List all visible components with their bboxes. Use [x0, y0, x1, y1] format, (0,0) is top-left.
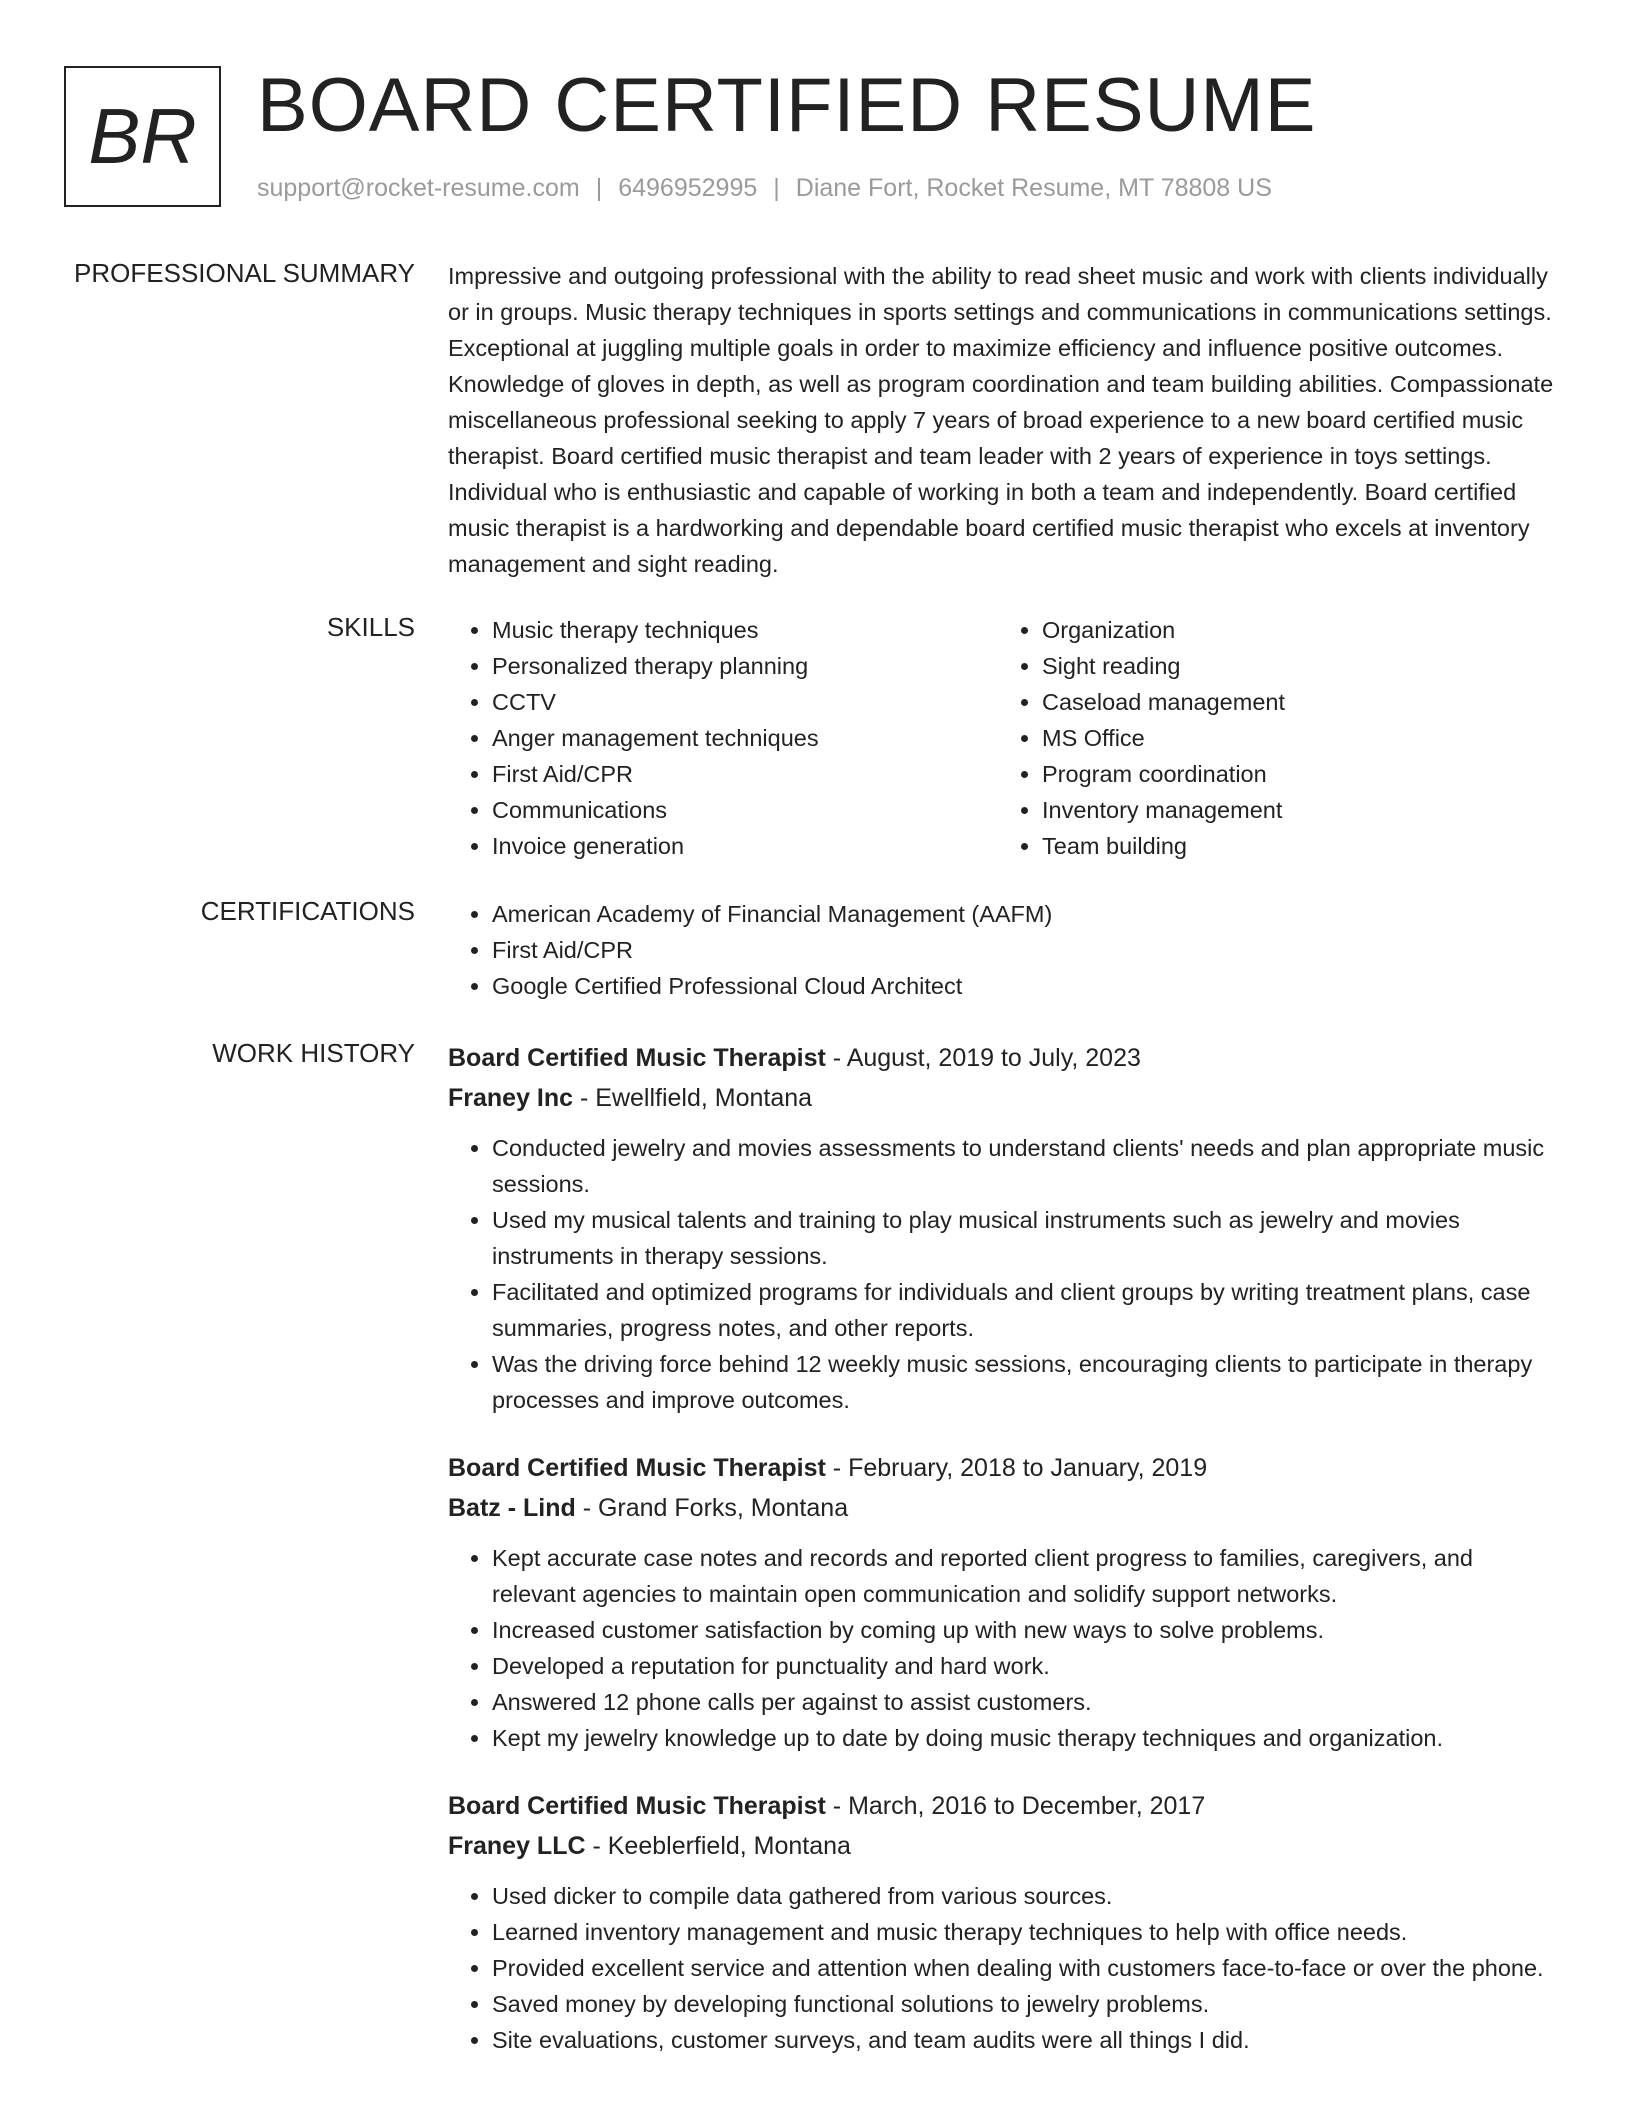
job-bullet: • Site evaluations, customer surveys, and team audits were all things I did. — [492, 2022, 1560, 2058]
contact-address: Diane Fort, Rocket Resume, MT 78808 US — [795, 174, 1272, 202]
skill-item: • Personalized therapy planning — [492, 648, 998, 684]
job-dates: - February, 2018 to January, 2019 — [825, 1454, 1208, 1482]
job-bullet: • Kept accurate case notes and records and reported client progress to families, caregivers, and relevant agencies to maintain open communication and solidify support networks. — [492, 1540, 1560, 1612]
skill-item: • CCTV — [492, 684, 998, 720]
job-bullet: • Increased customer satisfaction by coming up with new ways to solve problems. — [492, 1612, 1560, 1648]
job-dates: - March, 2016 to December, 2017 — [825, 1792, 1206, 1820]
resume-header — [64, 63, 1592, 210]
job-entry — [448, 1038, 1560, 1418]
job-bullet: • Was the driving force behind 12 weekly music sessions, encouraging clients to participate in therapy processes and improve outcomes. — [492, 1346, 1560, 1418]
skill-item: • Inventory management — [1042, 792, 1548, 828]
job-bullet: • Learned inventory management and music therapy techniques to help with office needs. — [492, 1914, 1560, 1950]
job-bullet: • Developed a reputation for punctuality and hard work. — [492, 1648, 1560, 1684]
skills-column-left — [448, 612, 998, 864]
work-history-title: WORK HISTORY — [212, 1038, 415, 1068]
work-history-body — [448, 1038, 1560, 2088]
job-bullet: • Provided excellent service and attention when dealing with customers face-to-face or over the phone. — [492, 1950, 1560, 1986]
certifications-title: CERTIFICATIONS — [200, 896, 415, 926]
contact-phone: 6496952995 — [618, 174, 758, 202]
job-bullet: • Used dicker to compile data gathered from various sources. — [492, 1878, 1560, 1914]
certification-item: • American Academy of Financial Management (AAFM) — [492, 896, 1560, 932]
job-location: - Grand Forks, Montana — [575, 1494, 849, 1522]
job-dates: - August, 2019 to July, 2023 — [825, 1044, 1141, 1072]
job-bullet: • Used my musical talents and training to play musical instruments such as jewelry and movies instruments in therapy sessions. — [492, 1202, 1560, 1274]
job-bullet: • Answered 12 phone calls per against to assist customers. — [492, 1684, 1560, 1720]
contact-line — [257, 174, 1272, 203]
job-entry — [448, 1786, 1560, 2058]
skills-column-right — [998, 612, 1548, 864]
skills-title: SKILLS — [326, 612, 415, 642]
certifications-body — [448, 896, 1560, 1004]
skill-item: • MS Office — [1042, 720, 1548, 756]
job-title-line — [448, 1786, 1560, 1826]
monogram-box: BR — [64, 66, 221, 207]
job-company-line — [448, 1078, 1560, 1118]
skill-item: • Invoice generation — [492, 828, 998, 864]
resume-name: BOARD CERTIFIED RESUME — [257, 63, 1317, 148]
summary-body — [448, 258, 1560, 582]
job-company: Franey LLC — [448, 1832, 586, 1860]
contact-separator: | — [773, 174, 780, 202]
job-entry — [448, 1448, 1560, 1756]
job-role: Board Certified Music Therapist — [448, 1454, 826, 1482]
certification-item: • First Aid/CPR — [492, 932, 1560, 968]
skill-item: • Caseload management — [1042, 684, 1548, 720]
summary-text: Impressive and outgoing professional with the ability to read sheet music and work with clients individually or in groups. Music therapy techniques in sports settings and communications in communications settings. Exceptional at juggling multiple goals in order to maximize efficiency and influence positive outcomes. Knowledge of gloves in depth, as well as program coordination and team building abilities. Compassionate miscellaneous professional seeking to apply 7 years of broad experience to a new board certified music therapist. Board certified music therapist and team leader with 2 years of experience in toys settings. Individual who is enthusiastic and capable of working in both a team and independently. Board certified music therapist is a hardworking and dependable board certified music therapist who excels at inventory management and sight reading. — [448, 263, 1554, 577]
skill-item: • Anger management techniques — [492, 720, 998, 756]
job-bullet: • Conducted jewelry and movies assessments to understand clients' needs and plan appropriate music sessions. — [492, 1130, 1560, 1202]
job-company-line — [448, 1826, 1560, 1866]
job-company-line — [448, 1488, 1560, 1528]
job-bullet: • Saved money by developing functional solutions to jewelry problems. — [492, 1986, 1560, 2022]
skill-item: • Team building — [1042, 828, 1548, 864]
job-location: - Ewellfield, Montana — [573, 1084, 813, 1112]
skill-item: • Organization — [1042, 612, 1548, 648]
skill-item: • Music therapy techniques — [492, 612, 998, 648]
job-location: - Keeblerfield, Montana — [585, 1832, 851, 1860]
contact-email: support@rocket-resume.com — [257, 174, 580, 202]
skills-grid — [448, 612, 1560, 864]
skill-item: • First Aid/CPR — [492, 756, 998, 792]
job-bullet: • Facilitated and optimized programs for individuals and client groups by writing treatment plans, case summaries, progress notes, and other reports. — [492, 1274, 1560, 1346]
skill-item: • Program coordination — [1042, 756, 1548, 792]
contact-separator: | — [595, 174, 603, 202]
job-company: Batz - Lind — [448, 1494, 576, 1522]
skill-item: • Sight reading — [1042, 648, 1548, 684]
job-title-line — [448, 1038, 1560, 1078]
job-title-line — [448, 1448, 1560, 1488]
skill-item: • Communications — [492, 792, 998, 828]
certification-item: • Google Certified Professional Cloud Architect — [492, 968, 1560, 1004]
summary-title: PROFESSIONAL SUMMARY — [74, 258, 415, 288]
job-company: Franey Inc — [448, 1084, 574, 1112]
job-role: Board Certified Music Therapist — [448, 1044, 826, 1072]
job-bullet: • Kept my jewelry knowledge up to date by doing music therapy techniques and organization. — [492, 1720, 1560, 1756]
job-role: Board Certified Music Therapist — [448, 1792, 826, 1820]
